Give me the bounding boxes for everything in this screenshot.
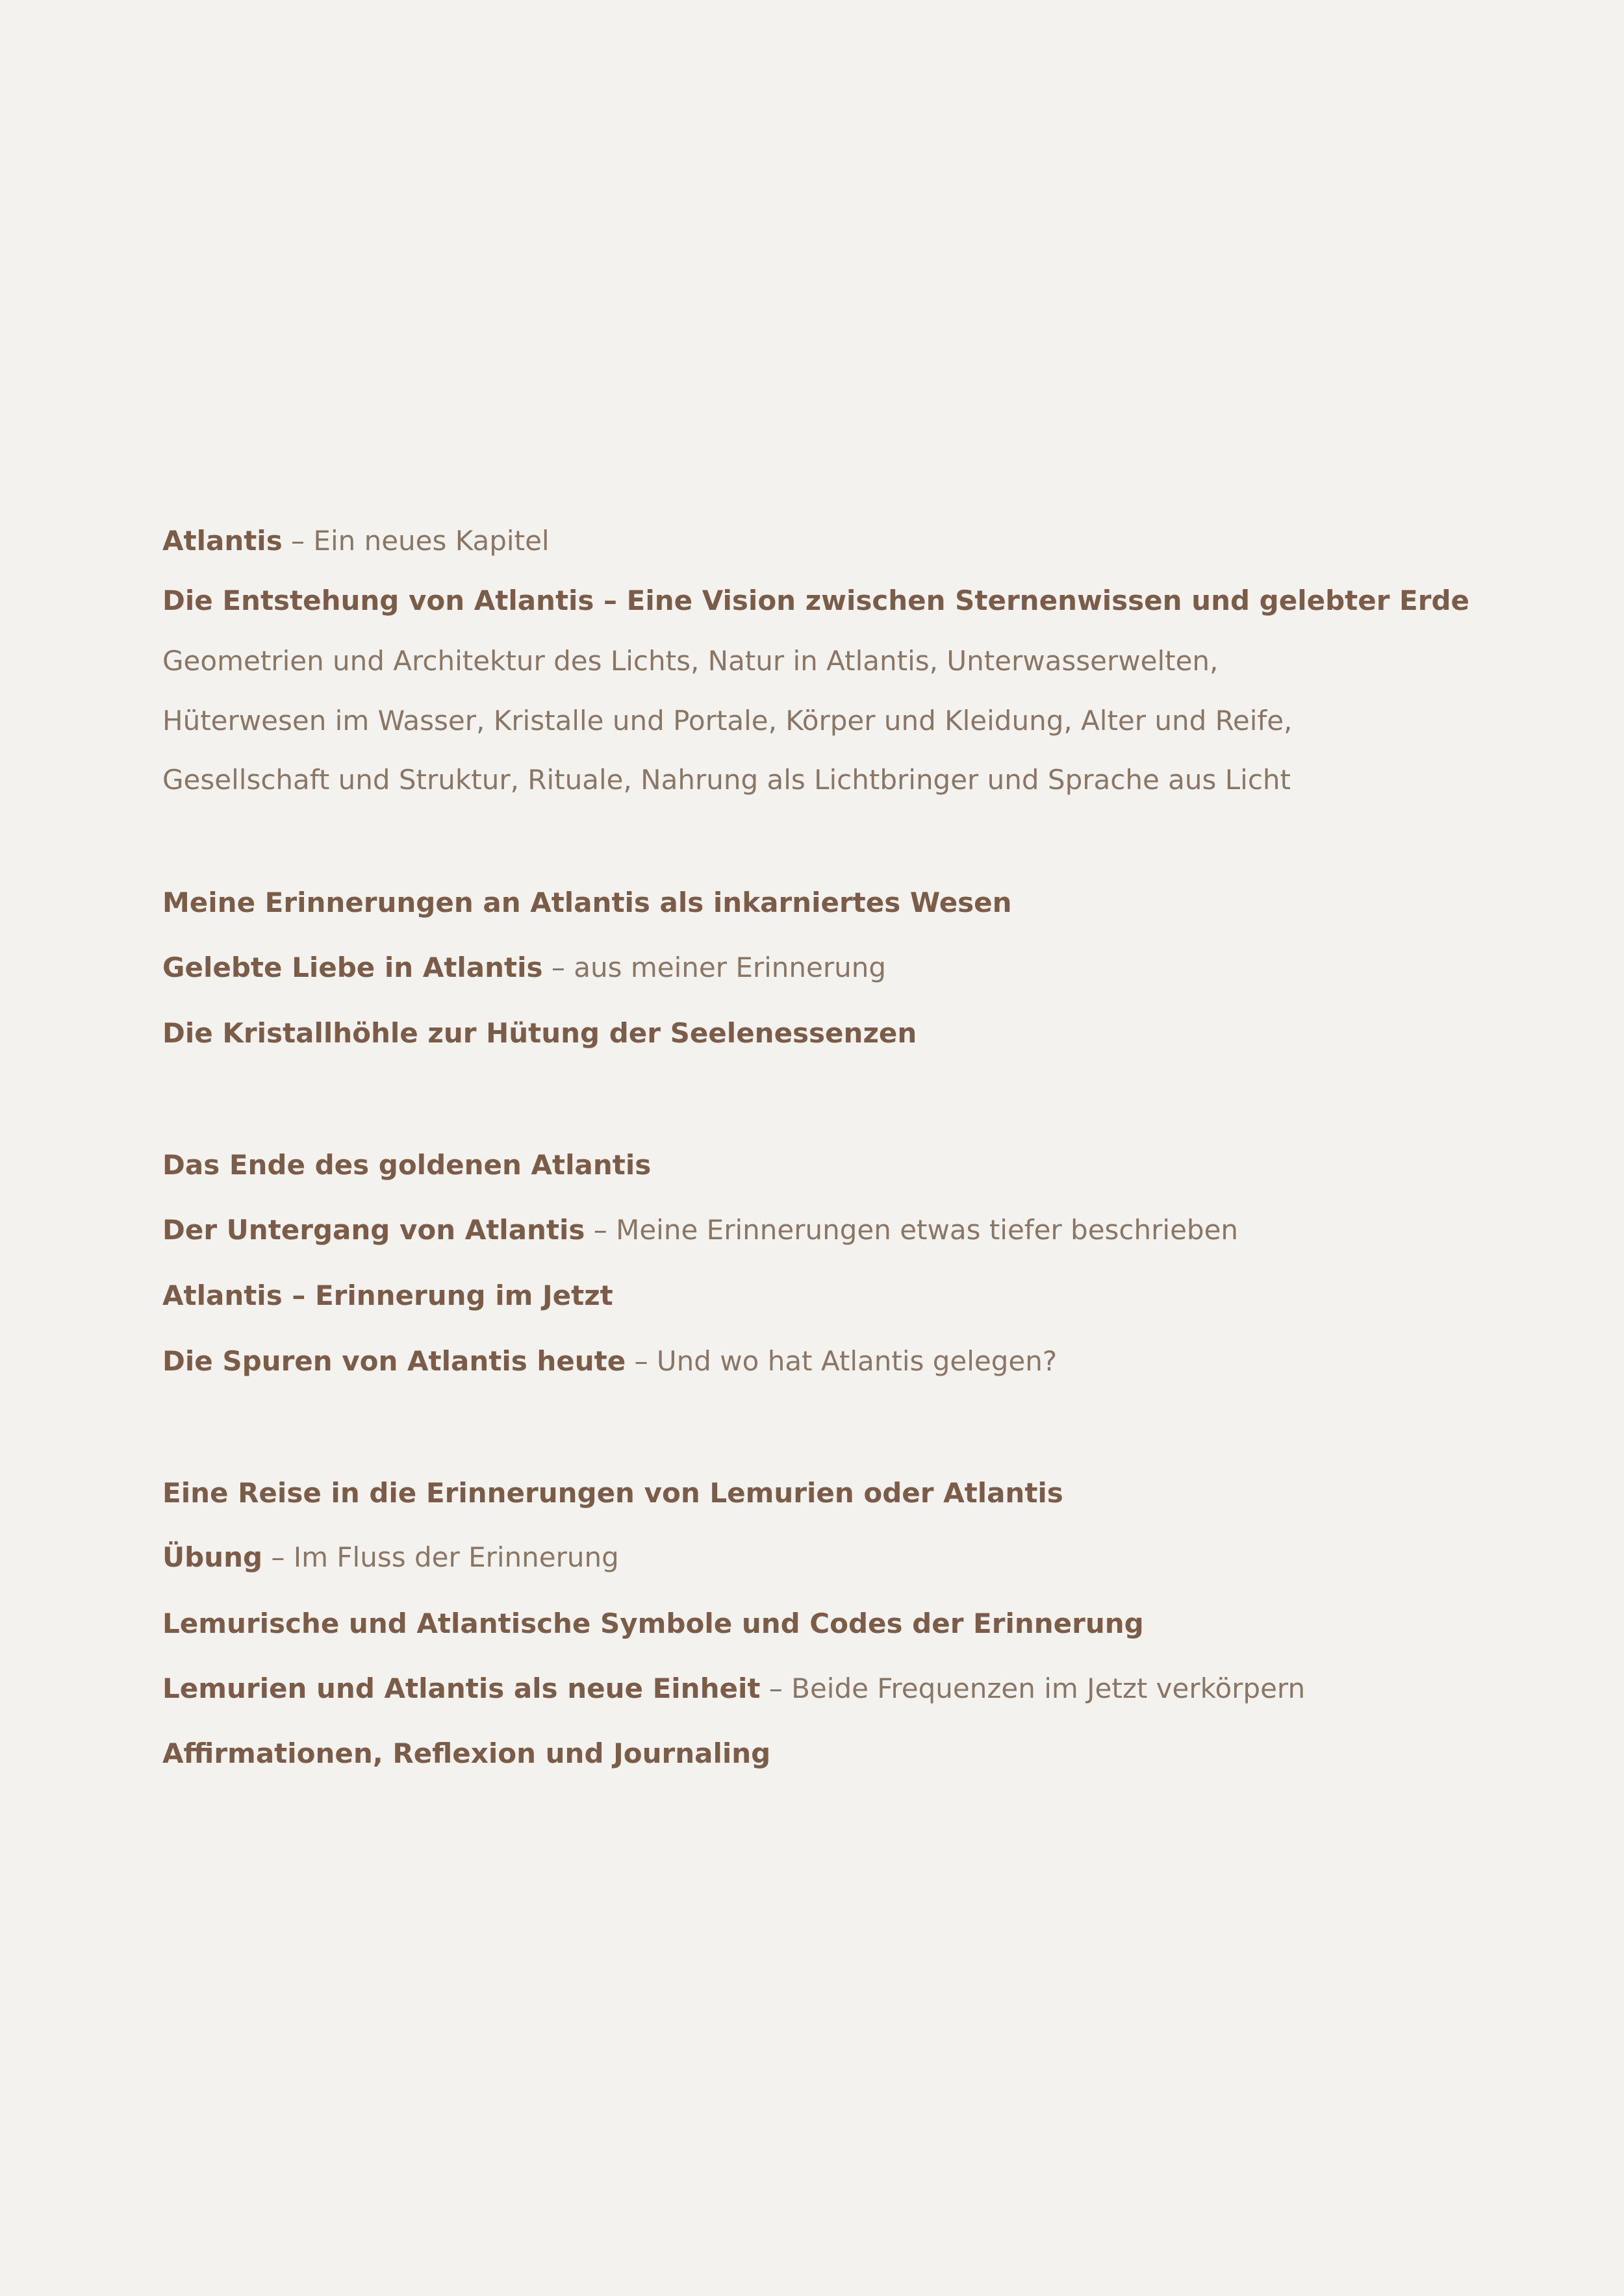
document-page <box>162 0 1514 2296</box>
toc-heading: Lemurien und Atlantis als neue Einheit <box>162 1672 761 1704</box>
toc-subtitle: – Beide Frequenzen im Jetzt verkörpern <box>760 1672 1306 1704</box>
toc-subtitle: – aus meiner Erinnerung <box>542 952 887 983</box>
toc-heading: Lemurische und Atlantische Symbole und Codes der Erinnerung <box>162 1608 1144 1639</box>
toc-line <box>162 1671 1305 1707</box>
toc-subtitle: Geometrien und Architektur des Lichts, Natur in Atlantis, Unterwasserwelten, <box>162 645 1219 677</box>
toc-line <box>162 1475 1063 1511</box>
toc-line <box>162 762 1291 798</box>
toc-heading: Das Ende des goldenen Atlantis <box>162 1149 652 1181</box>
toc-line <box>162 583 1469 619</box>
toc-heading: Übung <box>162 1541 263 1573</box>
toc-heading: Atlantis – Erinnerung im Jetzt <box>162 1280 613 1311</box>
toc-line <box>162 1539 619 1576</box>
toc-line <box>162 1212 1238 1248</box>
toc-line <box>162 523 550 559</box>
toc-heading: Eine Reise in die Erinnerungen von Lemurien oder Atlantis <box>162 1477 1063 1509</box>
toc-line <box>162 643 1218 679</box>
toc-subtitle: – Ein neues Kapitel <box>282 525 550 557</box>
toc-heading: Der Untergang von Atlantis <box>162 1214 585 1246</box>
toc-heading: Die Spuren von Atlantis heute <box>162 1345 626 1377</box>
toc-subtitle: – Im Fluss der Erinnerung <box>262 1541 619 1573</box>
toc-line <box>162 1147 651 1183</box>
toc-heading: Meine Erinnerungen an Atlantis als inkarniertes Wesen <box>162 887 1012 918</box>
toc-line <box>162 1606 1144 1642</box>
toc-line <box>162 703 1292 739</box>
toc-line <box>162 885 1012 921</box>
toc-line <box>162 1735 770 1772</box>
toc-heading: Gelebte Liebe in Atlantis <box>162 952 543 983</box>
toc-line <box>162 950 886 986</box>
toc-line <box>162 1343 1057 1380</box>
toc-subtitle: Hüterwesen im Wasser, Kristalle und Portale, Körper und Kleidung, Alter und Reife, <box>162 705 1293 737</box>
toc-subtitle: – Und wo hat Atlantis gelegen? <box>626 1345 1058 1377</box>
toc-subtitle: Gesellschaft und Struktur, Rituale, Nahrung als Lichtbringer und Sprache aus Licht <box>162 764 1291 796</box>
toc-line <box>162 1015 917 1052</box>
toc-heading: Atlantis <box>162 525 283 557</box>
toc-subtitle: – Meine Erinnerungen etwas tiefer beschrieben <box>585 1214 1239 1246</box>
toc-heading: Die Entstehung von Atlantis – Eine Vision zwischen Sternenwissen und gelebter Erde <box>162 585 1470 616</box>
toc-heading: Die Kristallhöhle zur Hütung der Seelenessenzen <box>162 1017 917 1049</box>
toc-line <box>162 1278 613 1314</box>
toc-heading: Affirmationen, Reflexion und Journaling <box>162 1737 771 1769</box>
